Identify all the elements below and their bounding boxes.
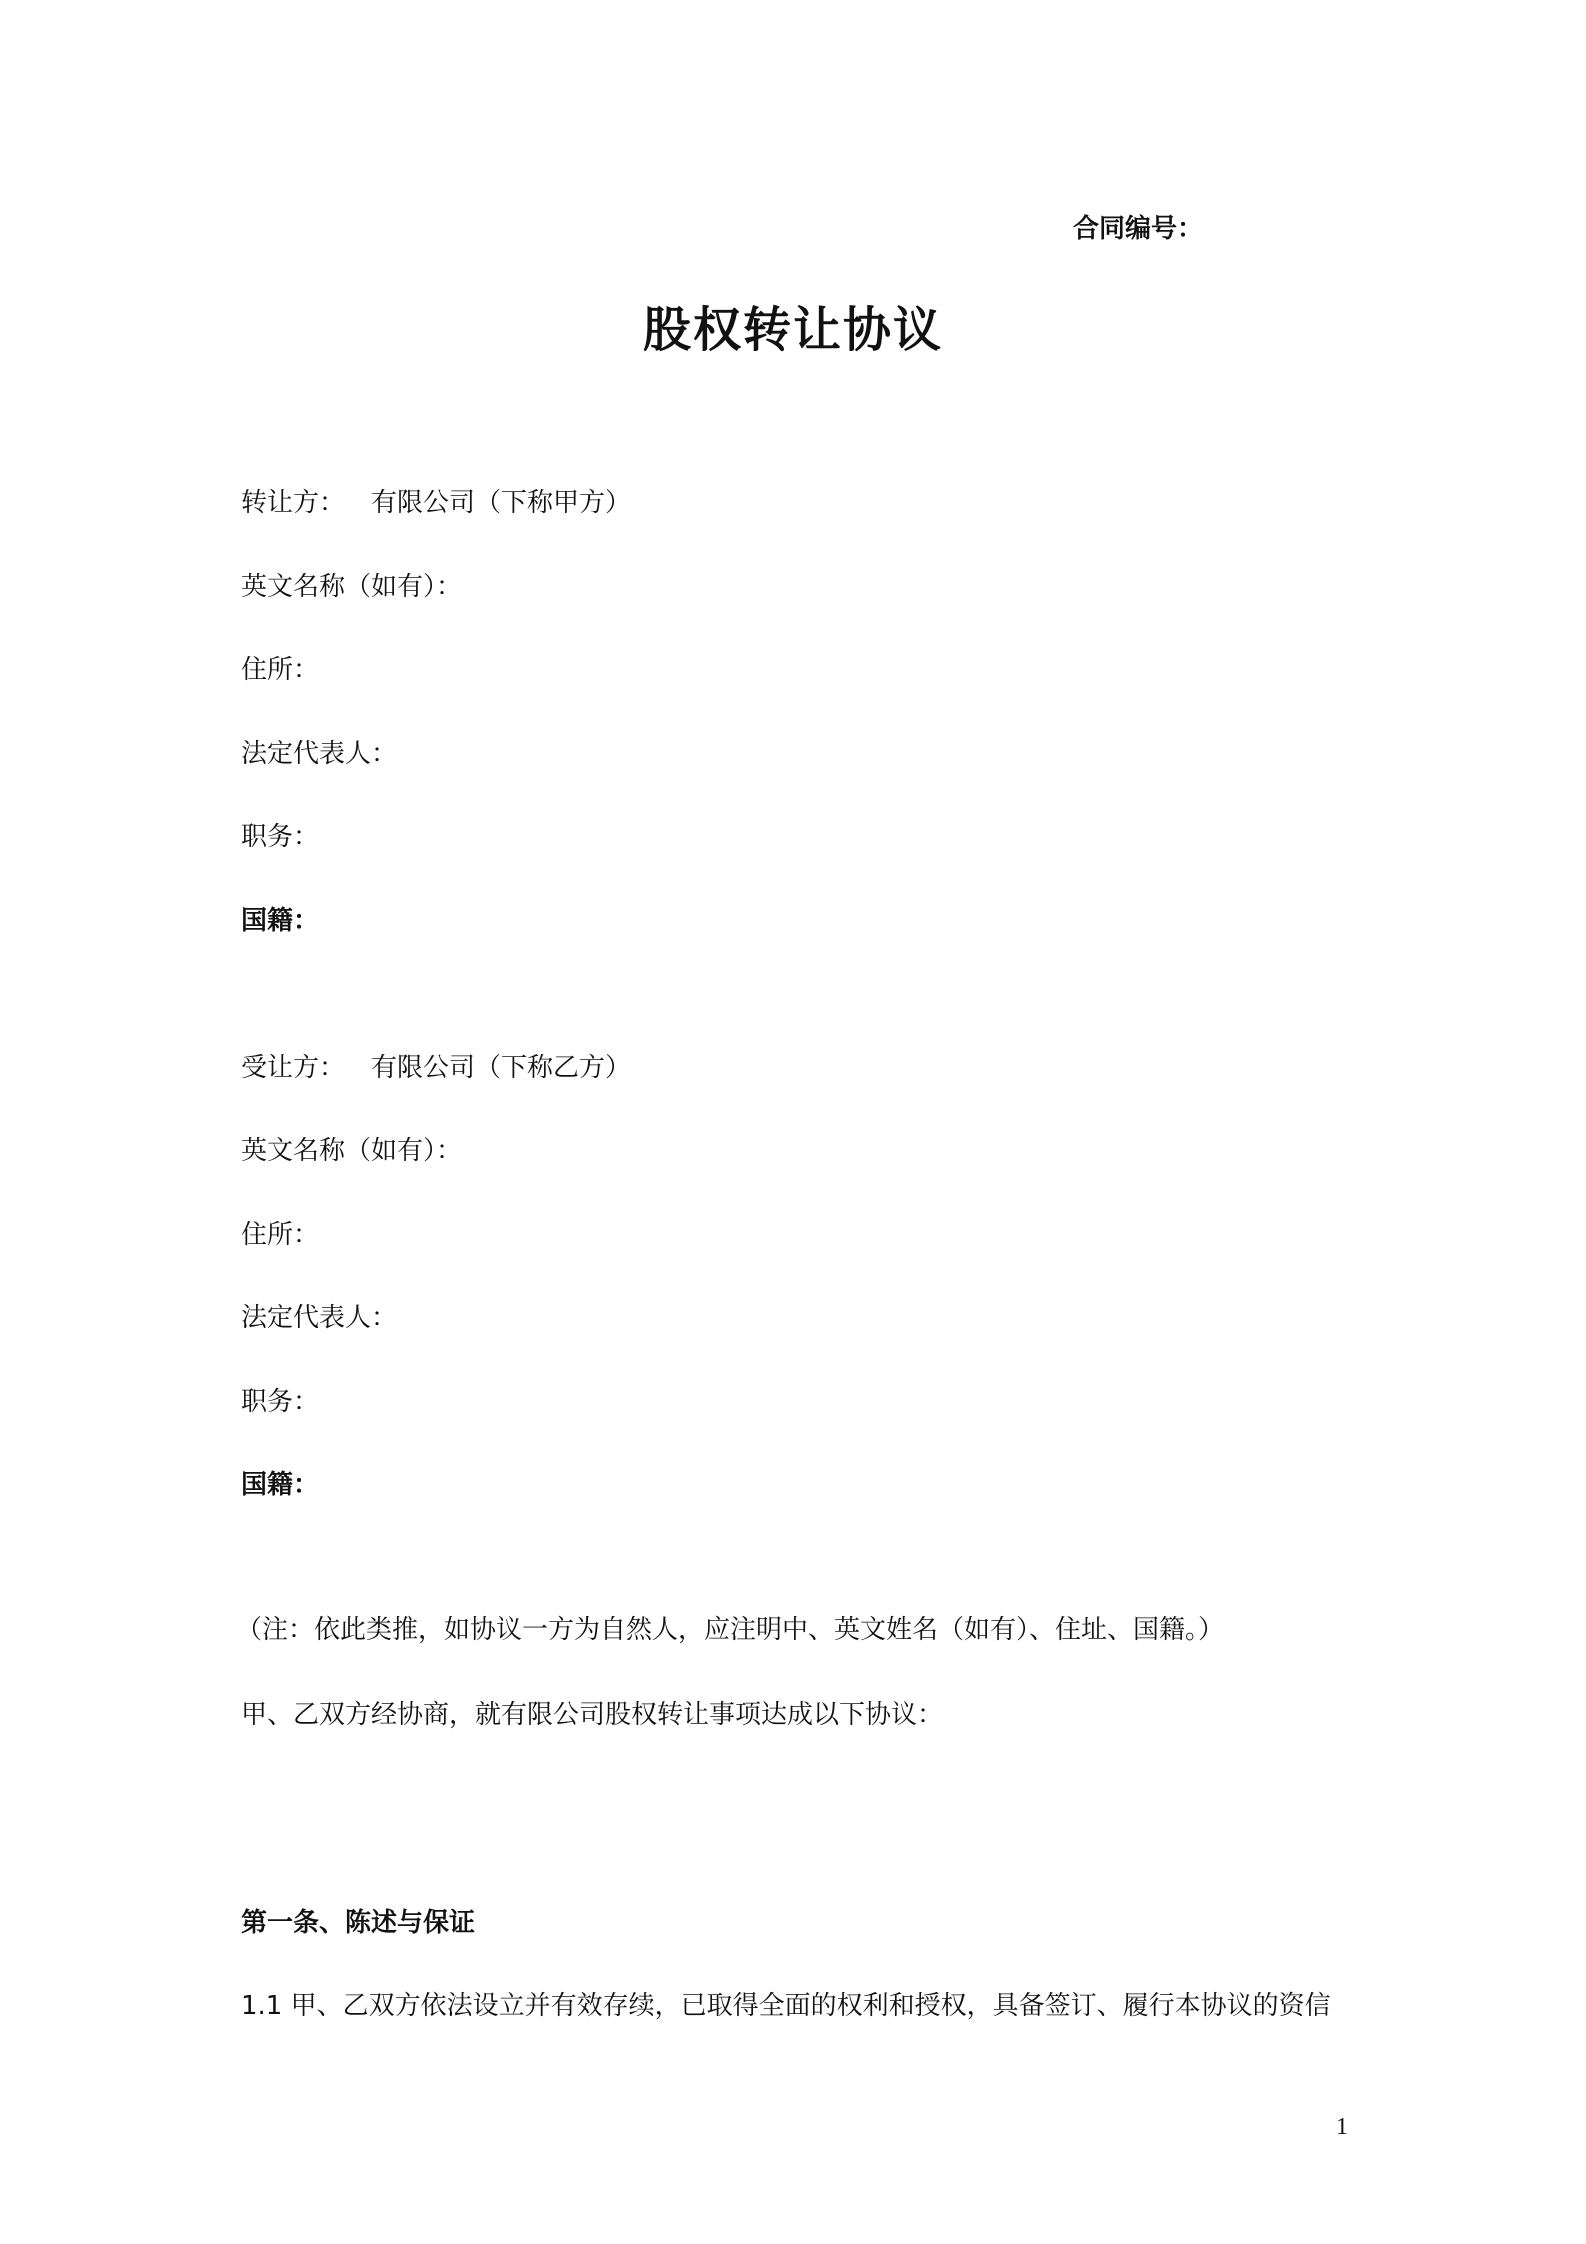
transferee-label: 受让方： <box>241 1053 346 1083</box>
transferee-name: 有限公司（下称乙方） <box>371 1053 632 1083</box>
note-text: （注：依此类推，如协议一方为自然人，应注明中、英文姓名（如有）、住址、国籍。） <box>236 1615 1225 1645</box>
transferee-address: 住所： <box>241 1220 320 1250</box>
contract-number-label: 合同编号： <box>1073 214 1204 244</box>
transferor-line <box>241 486 631 520</box>
transferee-english-name: 英文名称（如有）： <box>241 1136 463 1166</box>
transferee-legal-rep: 法定代表人： <box>241 1303 398 1333</box>
transferee-nationality: 国籍： <box>241 1470 320 1500</box>
transferor-legal-rep: 法定代表人： <box>241 739 398 769</box>
document-title: 股权转让协议 <box>642 302 943 358</box>
transferor-nationality: 国籍： <box>241 906 320 936</box>
transferee-position: 职务： <box>241 1387 320 1417</box>
transferor-label: 转让方： <box>241 488 346 518</box>
transferor-address: 住所： <box>241 655 320 685</box>
article-1-heading: 第一条、陈述与保证 <box>241 1908 476 1938</box>
transferor-position: 职务： <box>241 822 320 852</box>
clause-1-1: 1.1 甲、乙双方依法设立并有效存续，已取得全面的权利和授权，具备签订、履行本协议的资信 <box>241 1991 1331 2021</box>
transferor-name: 有限公司（下称甲方） <box>371 488 632 518</box>
transferor-english-name: 英文名称（如有）： <box>241 572 463 602</box>
preamble-text: 甲、乙双方经协商，就有限公司股权转让事项达成以下协议： <box>241 1700 944 1730</box>
page-number: 1 <box>1336 2114 1348 2140</box>
transferee-line <box>241 1051 631 1085</box>
